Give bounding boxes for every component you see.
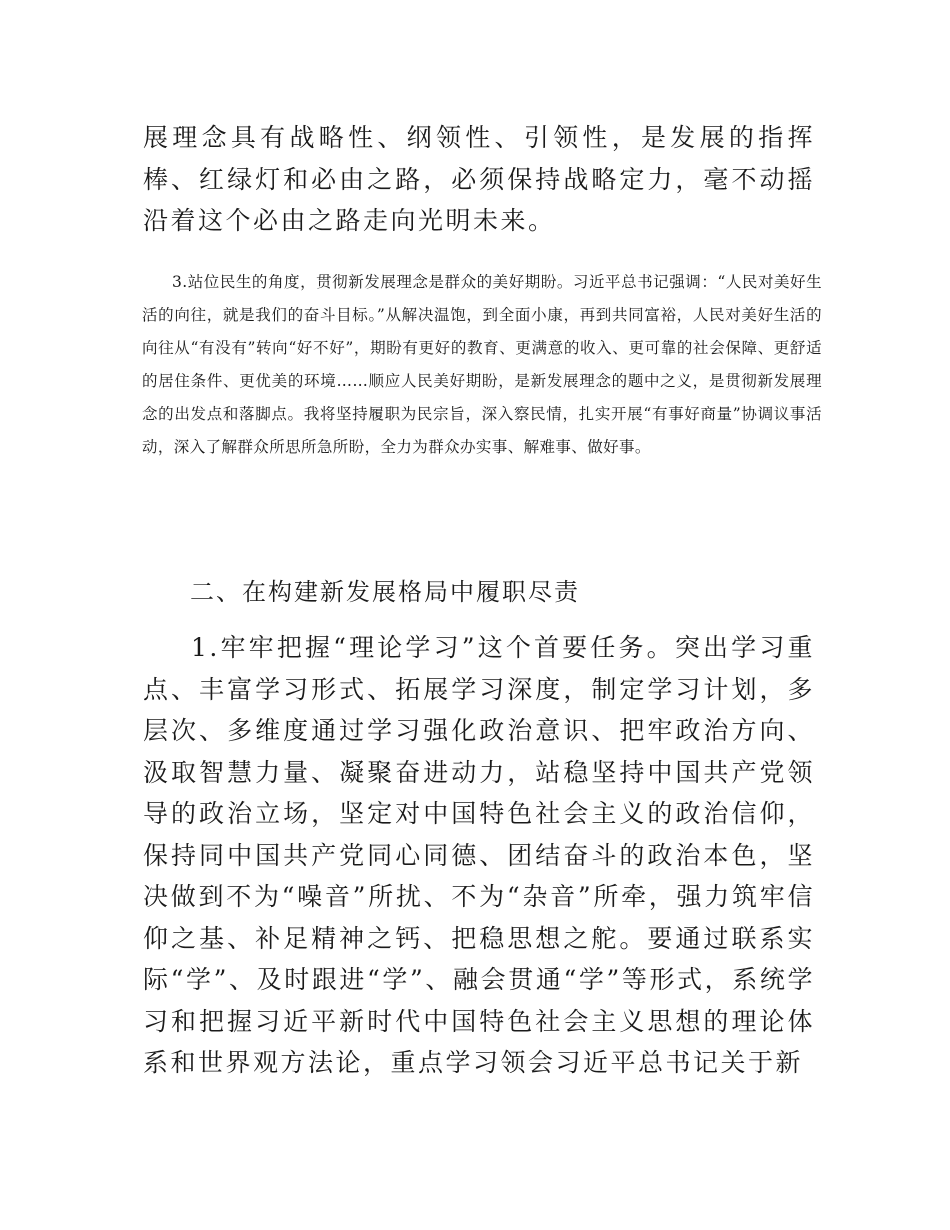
paragraph-item-1: 1.牢牢把握“理论学习”这个首要任务。突出学习重点、丰富学习形式、拓展学习深度，制定学习计划，多层次、多维度通过学习强化政治意识、把牢政治方向、汲取智慧力量、凝聚奋进动力，站稳坚持中国共产党领导的政治立场，坚定对中国特色社会主义的政治信仰，保持同中国共产党同心同德、团结奋斗的政治本色，坚决做到不为“噪音”所扰、不为“杂音”所牵，强力筑牢信仰之基、补足精神之钙、把稳思想之舵。要通过联系实际“学”、及时跟进“学”、融会贯通“学”等形式，系统学习和把握习近平新时代中国特色社会主义思想的理论体系和世界观方法论，重点学习领会习近平总书记关于新: [143, 633, 815, 1077]
paragraph-continuation: 展理念具有战略性、纲领性、引领性，是发展的指挥棒、红绿灯和必由之路，必须保持战略定力，毫不动摇沿着这个必由之路走向光明未来。: [143, 123, 815, 235]
section-heading: 二、在构建新发展格局中履职尽责: [190, 578, 580, 606]
paragraph-point-3: 3.站位民生的角度，贯彻新发展理念是群众的美好期盼。习近平总书记强调：“人民对美好生活的向往，就是我们的奋斗目标。”从解决温饱，到全面小康，再到共同富裕，人民对美好生活的向往从“有没有”转向“好不好”，期盼有更好的教育、更满意的收入、更可靠的社会保障、更舒适的居住条件、更优美的环境……顺应人民美好期盼，是新发展理念的题中之义，是贯彻新发展理念的出发点和落脚点。我将坚持履职为民宗旨，深入察民情，扎实开展“有事好商量”协调议事活动，深入了解群众所思所急所盼，全力为群众办实事、解难事、做好事。: [142, 273, 822, 456]
